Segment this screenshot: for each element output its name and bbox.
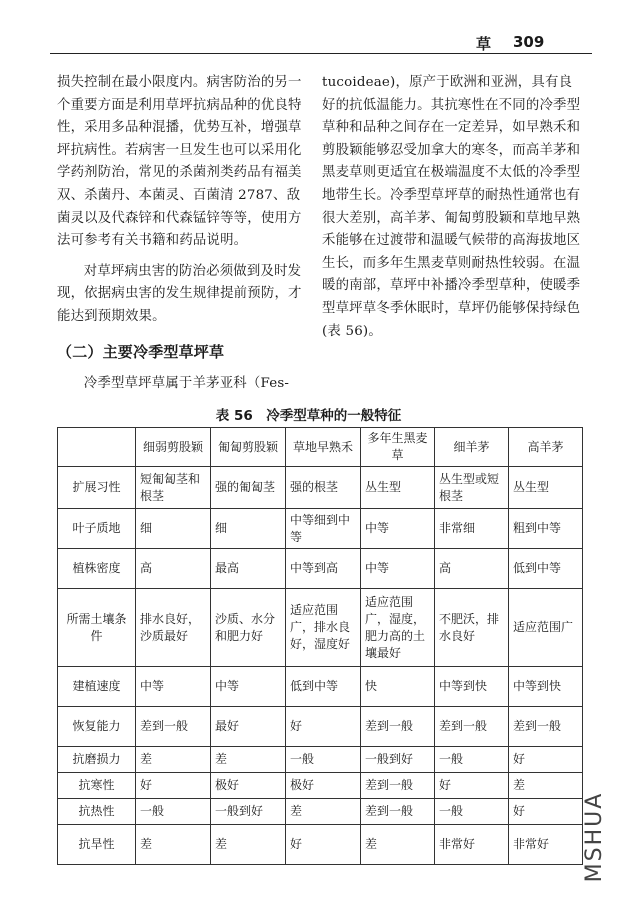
- column-header: 匍匐剪股颖: [211, 428, 286, 467]
- table-cell: 粗到中等: [509, 509, 583, 549]
- table-cell: 好: [286, 707, 361, 747]
- table-cell: 好: [435, 773, 509, 799]
- table-row: [58, 467, 583, 509]
- row-label: 扩展习性: [58, 467, 136, 509]
- table-cell: 高: [136, 549, 211, 589]
- table-cell: 细: [136, 509, 211, 549]
- table-cell: 一般: [286, 747, 361, 773]
- table-cell: 短匍匐茎和根茎: [136, 467, 211, 509]
- row-label: 抗旱性: [58, 825, 136, 865]
- column-header: 高羊茅: [509, 428, 583, 467]
- table-cell: 中等: [211, 667, 286, 707]
- table-row: [58, 707, 583, 747]
- table-cell: 中等: [136, 667, 211, 707]
- table-cell: 一般: [435, 799, 509, 825]
- table-cell: 差到一般: [361, 799, 435, 825]
- table-cell: 差到一般: [435, 707, 509, 747]
- table-cell: 低到中等: [286, 667, 361, 707]
- table-cell: 排水良好，沙质最好: [136, 589, 211, 667]
- row-label: 抗磨损力: [58, 747, 136, 773]
- table-cell: 一般到好: [361, 747, 435, 773]
- table-cell: 中等: [361, 509, 435, 549]
- table-cell: 差: [211, 747, 286, 773]
- table-cell: 中等到高: [286, 549, 361, 589]
- table-cell: 低到中等: [509, 549, 583, 589]
- table-cell: 适应范围广，排水良好，湿度好: [286, 589, 361, 667]
- watermark: [579, 782, 617, 892]
- table-row: [58, 509, 583, 549]
- table-row: [58, 773, 583, 799]
- left-paragraph-2: 对草坪病虫害的防治必须做到及时发现，依据病虫害的发生规律提前预防，才能达到预期效果。: [57, 263, 302, 324]
- table-row: [58, 667, 583, 707]
- table-row: [58, 589, 583, 667]
- table-cell: 不肥沃，排水良好: [435, 589, 509, 667]
- table-cell: 最高: [211, 549, 286, 589]
- section-title: （二）主要冷季型草坪草: [57, 342, 225, 361]
- row-label: 抗热性: [58, 799, 136, 825]
- row-label: 所需土壤条件: [58, 589, 136, 667]
- table-cell: 好: [136, 773, 211, 799]
- row-label: 恢复能力: [58, 707, 136, 747]
- table-cell: 丛生型: [361, 467, 435, 509]
- table-header-row: [58, 428, 583, 467]
- table-row: [58, 549, 583, 589]
- left-paragraph-1: 损失控制在最小限度内。病害防治的另一个重要方面是利用草坪抗病品种的优良特性，采用多品种混播，优势互补，增强草坪抗病性。若病害一旦发生也可以采用化学药剂防治，常见的杀菌剂类药品有福美双、杀菌丹、本菌灵、百菌清 2787、敌菌灵以及代森锌和代森锰锌等等，使用方法可参考有关书籍和药品说明。: [57, 75, 302, 249]
- right-paragraph-1: tucoideae)，原产于欧洲和亚洲，具有良好的抗低温能力。其抗寒性在不同的冷季型草种和品种之间存在一定差异，如早熟禾和剪股颖能够忍受加拿大的寒冬，而高羊茅和黑麦草则更适宜在极端温度不太低的冷季型地带生长。冷季型草坪草的耐热性通常也有很大差别，高羊茅、匍匐剪股颖和草地早熟禾能够在过渡带和温暖气候带的高海拔地区生长，而多年生黑麦草则耐热性较弱。在温暖的南部，草坪中补播冷季型草种，使暖季型草坪草冬季休眠时，草坪仍能够保持绿色(表 56)。: [322, 75, 581, 339]
- table-caption: 表 56 冷季型草种的一般特征: [215, 408, 402, 424]
- table-cell: 丛生型或短根茎: [435, 467, 509, 509]
- table-cell: 中等: [361, 549, 435, 589]
- row-label: 建植速度: [58, 667, 136, 707]
- table-cell: 差: [136, 825, 211, 865]
- table-cell: 差: [136, 747, 211, 773]
- table-cell: 差到一般: [509, 707, 583, 747]
- chapter-label: 草: [476, 35, 492, 53]
- table-cell: 最好: [211, 707, 286, 747]
- left-column: [57, 72, 309, 396]
- row-label: 植株密度: [58, 549, 136, 589]
- page-header: [0, 0, 617, 52]
- column-header: 草地早熟禾: [286, 428, 361, 467]
- table-cell: 一般: [435, 747, 509, 773]
- table-cell: 非常好: [509, 825, 583, 865]
- table-cell: 强的根茎: [286, 467, 361, 509]
- characteristics-table: [57, 427, 583, 865]
- table-row: [58, 825, 583, 865]
- table-cell: 快: [361, 667, 435, 707]
- table-cell: 差到一般: [361, 707, 435, 747]
- table-cell: 一般到好: [211, 799, 286, 825]
- table-cell: 差: [286, 799, 361, 825]
- table-cell: 强的匍匐茎: [211, 467, 286, 509]
- right-column: [322, 72, 581, 343]
- header-rule: [50, 53, 592, 54]
- table-cell: 差到一般: [136, 707, 211, 747]
- table-cell: 极好: [286, 773, 361, 799]
- table-cell: 差: [361, 825, 435, 865]
- table-cell: 差: [211, 825, 286, 865]
- left-paragraph-3: 冷季型草坪草属于羊茅亚科（Fes-: [83, 376, 290, 392]
- row-label: 叶子质地: [58, 509, 136, 549]
- table-cell: 好: [509, 799, 583, 825]
- page-number: 309: [513, 33, 545, 51]
- table-cell: 细: [211, 509, 286, 549]
- watermark-text: MSHUA: [582, 791, 607, 883]
- table-cell: 高: [435, 549, 509, 589]
- table-cell: 一般: [136, 799, 211, 825]
- table-cell: 中等到快: [435, 667, 509, 707]
- table-cell: 非常好: [435, 825, 509, 865]
- column-header: 多年生黑麦草: [361, 428, 435, 467]
- column-header: 细弱剪股颖: [136, 428, 211, 467]
- table-corner-cell: [58, 428, 136, 467]
- table-cell: 沙质、水分和肥力好: [211, 589, 286, 667]
- table-cell: 极好: [211, 773, 286, 799]
- table-cell: 丛生型: [509, 467, 583, 509]
- table-cell: 差到一般: [361, 773, 435, 799]
- table-cell: 适应范围广，湿度，肥力高的土壤最好: [361, 589, 435, 667]
- table-cell: 好: [286, 825, 361, 865]
- table-cell: 好: [509, 747, 583, 773]
- table-cell: 中等细到中等: [286, 509, 361, 549]
- table-row: [58, 799, 583, 825]
- row-label: 抗寒性: [58, 773, 136, 799]
- column-header: 细羊茅: [435, 428, 509, 467]
- table-cell: 非常细: [435, 509, 509, 549]
- table-cell: 差: [509, 773, 583, 799]
- table-row: [58, 747, 583, 773]
- table-cell: 中等到快: [509, 667, 583, 707]
- table-cell: 适应范围广: [509, 589, 583, 667]
